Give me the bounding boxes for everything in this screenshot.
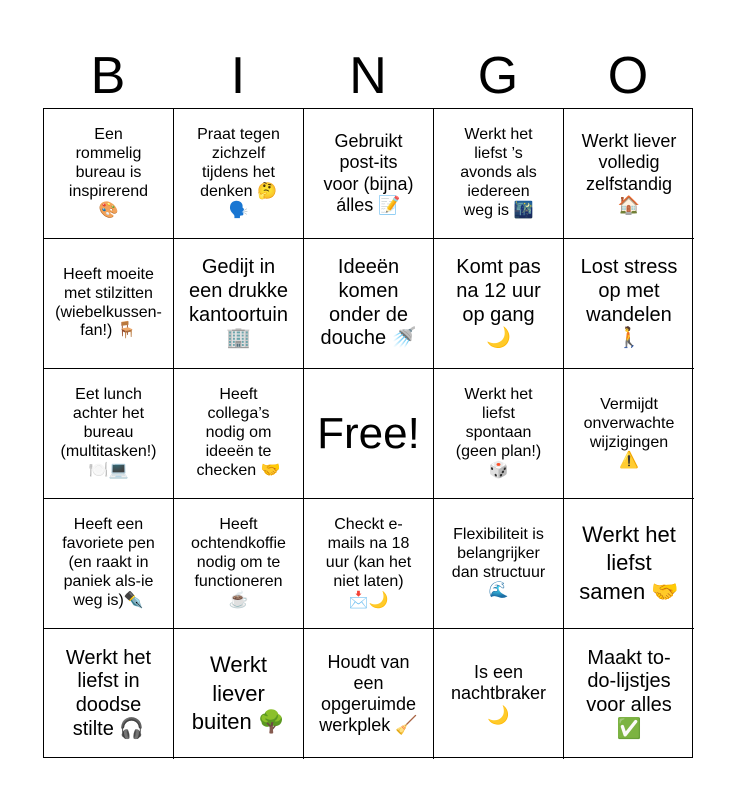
- bingo-cell[interactable]: [304, 109, 434, 239]
- bingo-cell[interactable]: [304, 239, 434, 369]
- bingo-cell[interactable]: [44, 239, 174, 369]
- cell-text: Houdt van een opgeruimde werkplek 🧹: [319, 651, 418, 736]
- cell-text: Is een nachtbraker 🌙: [450, 662, 547, 725]
- bingo-cell[interactable]: [304, 499, 434, 629]
- bingo-cell[interactable]: [44, 369, 174, 499]
- bingo-cell[interactable]: [174, 499, 304, 629]
- bingo-board: [43, 108, 693, 758]
- cell-text: Werkt liever buiten 🌳: [191, 652, 286, 735]
- cell-text: Praat tegen zichzelf tijdens het denken 🤔 🗣️: [197, 126, 280, 219]
- bingo-cell[interactable]: [434, 109, 564, 239]
- free-text: Free!: [317, 408, 420, 458]
- cell-text: Komt pas na 12 uur op gang 🌙: [456, 256, 541, 350]
- header-letter-n: N: [349, 47, 387, 105]
- cell-text: Werkt het liefst ’s avonds als iedereen weg is 🌃: [460, 126, 537, 219]
- cell-text: Werkt het liefst samen 🤝: [579, 521, 679, 604]
- cell-text: Ideeën komen onder de douche 🚿: [320, 256, 417, 350]
- bingo-cell[interactable]: [304, 629, 434, 759]
- header-letter-o: O: [607, 47, 649, 105]
- cell-text: Heeft ochtendkoffie nodig om te functioneren ☕: [191, 516, 286, 609]
- bingo-cell[interactable]: [564, 499, 694, 629]
- cell-text: Een rommelig bureau is inspirerend 🎨: [68, 126, 149, 219]
- bingo-cell[interactable]: [564, 109, 694, 239]
- cell-text: Werkt het liefst in doodse stilte 🎧: [65, 646, 152, 740]
- cell-text: Werkt liever volledig zelfstandig 🏠: [581, 131, 677, 215]
- header-letter-i: I: [230, 47, 246, 105]
- cell-text: Lost stress op met wandelen 🚶: [580, 256, 678, 350]
- bingo-cell[interactable]: [564, 369, 694, 499]
- bingo-cell[interactable]: [44, 499, 174, 629]
- cell-text: Eet lunch achter het bureau (multitasken!) 🍽️💻: [60, 386, 157, 479]
- free-cell[interactable]: [304, 369, 434, 499]
- bingo-cell[interactable]: [434, 369, 564, 499]
- header-letter-g: G: [477, 47, 519, 105]
- cell-text: Gedijt in een drukke kantoortuin 🏢: [189, 256, 288, 350]
- bingo-cell[interactable]: [44, 629, 174, 759]
- header-letter-b: B: [90, 47, 126, 105]
- bingo-cell[interactable]: [564, 239, 694, 369]
- bingo-cell[interactable]: [434, 239, 564, 369]
- bingo-cell[interactable]: [434, 629, 564, 759]
- cell-text: Checkt e- mails na 18 uur (kan het niet laten) 📩🌙: [325, 516, 412, 609]
- cell-text: Heeft een favoriete pen (en raakt in paniek als-ie weg is)✒️: [62, 516, 155, 609]
- bingo-cell[interactable]: [434, 499, 564, 629]
- bingo-header: [43, 44, 693, 108]
- bingo-cell[interactable]: [174, 109, 304, 239]
- cell-text: Flexibiliteit is belangrijker dan structuur 🌊: [451, 525, 546, 600]
- bingo-cell[interactable]: [174, 629, 304, 759]
- bingo-cell[interactable]: [564, 629, 694, 759]
- cell-text: Heeft moeite met stilzitten (wiebelkussen- fan!) 🪑: [55, 265, 162, 340]
- bingo-cell[interactable]: [44, 109, 174, 239]
- cell-text: Heeft collega’s nodig om ideeën te checken 🤝: [196, 386, 281, 479]
- cell-text: Vermijdt onverwachte wijzigingen ⚠️: [583, 395, 675, 470]
- bingo-cell[interactable]: [174, 239, 304, 369]
- cell-text: Maakt to- do-lijstjes voor alles ✅: [586, 646, 672, 740]
- cell-text: Werkt het liefst spontaan (geen plan!) 🎲: [455, 386, 542, 479]
- bingo-cell[interactable]: [174, 369, 304, 499]
- cell-text: Gebruikt post-its voor (bijna) álles 📝: [323, 131, 414, 215]
